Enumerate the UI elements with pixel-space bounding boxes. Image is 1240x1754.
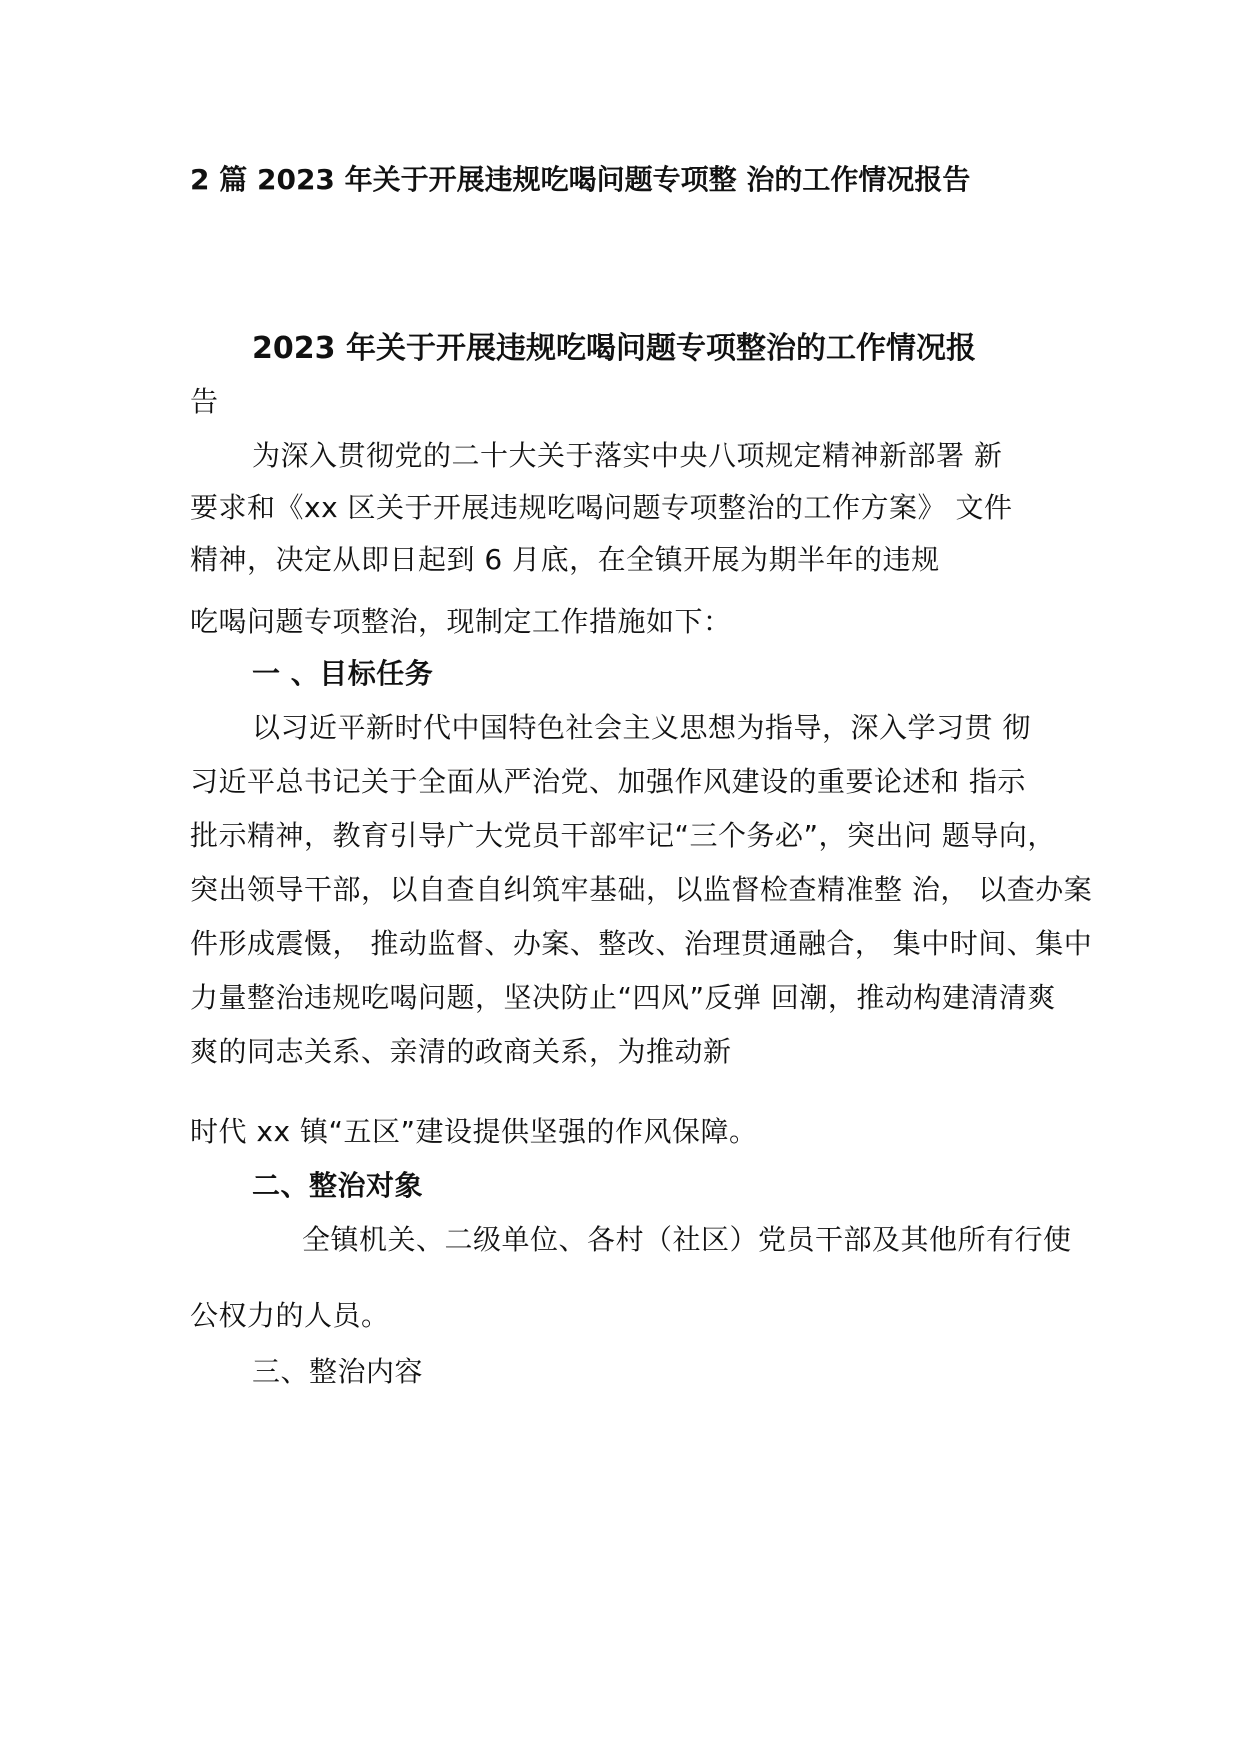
section-1-heading: 一 、目标任务 [252,657,434,690]
section-2-heading: 二、整治对象 [252,1169,424,1202]
section-1-line-1: 以习近平新时代中国特色社会主义思想为指导，深入学习贯 彻 [252,711,1031,744]
section-1-line-4: 突出领导干部，以自查自纠筑牢基础，以监督检查精准整 治， 以查办案 [190,873,1093,906]
section-1-line-5: 件形成震慑， 推动监督、办案、整改、治理贯通融合， 集中时间、集中 [190,927,1093,960]
section-3-heading: 三、整治内容 [252,1355,424,1388]
section-1-line-8: 时代 xx 镇“五区”建设提供坚强的作风保障。 [190,1115,758,1148]
report-title-line-2: 告 [190,385,219,418]
section-2-line-2: 公权力的人员。 [190,1299,390,1332]
intro-line-3: 精神，决定从即日起到 6 月底，在全镇开展为期半年的违规 [190,543,940,576]
section-1-line-3: 批示精神，教育引导广大党员干部牢记“三个务必”，突出问 题导向， [190,819,1056,852]
intro-line-2: 要求和《xx 区关于开展违规吃喝问题专项整治的工作方案》 文件 [190,491,1013,524]
section-1-line-7: 爽的同志关系、亲清的政商关系，为推动新 [190,1035,732,1068]
intro-line-1: 为深入贯彻党的二十大关于落实中央八项规定精神新部署 新 [252,439,1003,472]
section-1-line-6: 力量整治违规吃喝问题，坚决防止“四风”反弹 回潮，推动构建清清爽 [190,981,1056,1014]
report-title-line-1: 2023 年关于开展违规吃喝问题专项整治的工作情况报 [252,331,976,366]
section-2-line-1: 全镇机关、二级单位、各村（社区）党员干部及其他所有行使 [302,1223,1072,1256]
section-1-line-2: 习近平总书记关于全面从严治党、加强作风建设的重要论述和 指示 [190,765,1026,798]
document-title: 2 篇 2023 年关于开展违规吃喝问题专项整 治的工作情况报告 [190,163,971,196]
intro-line-4: 吃喝问题专项整治，现制定工作措施如下： [190,605,732,638]
